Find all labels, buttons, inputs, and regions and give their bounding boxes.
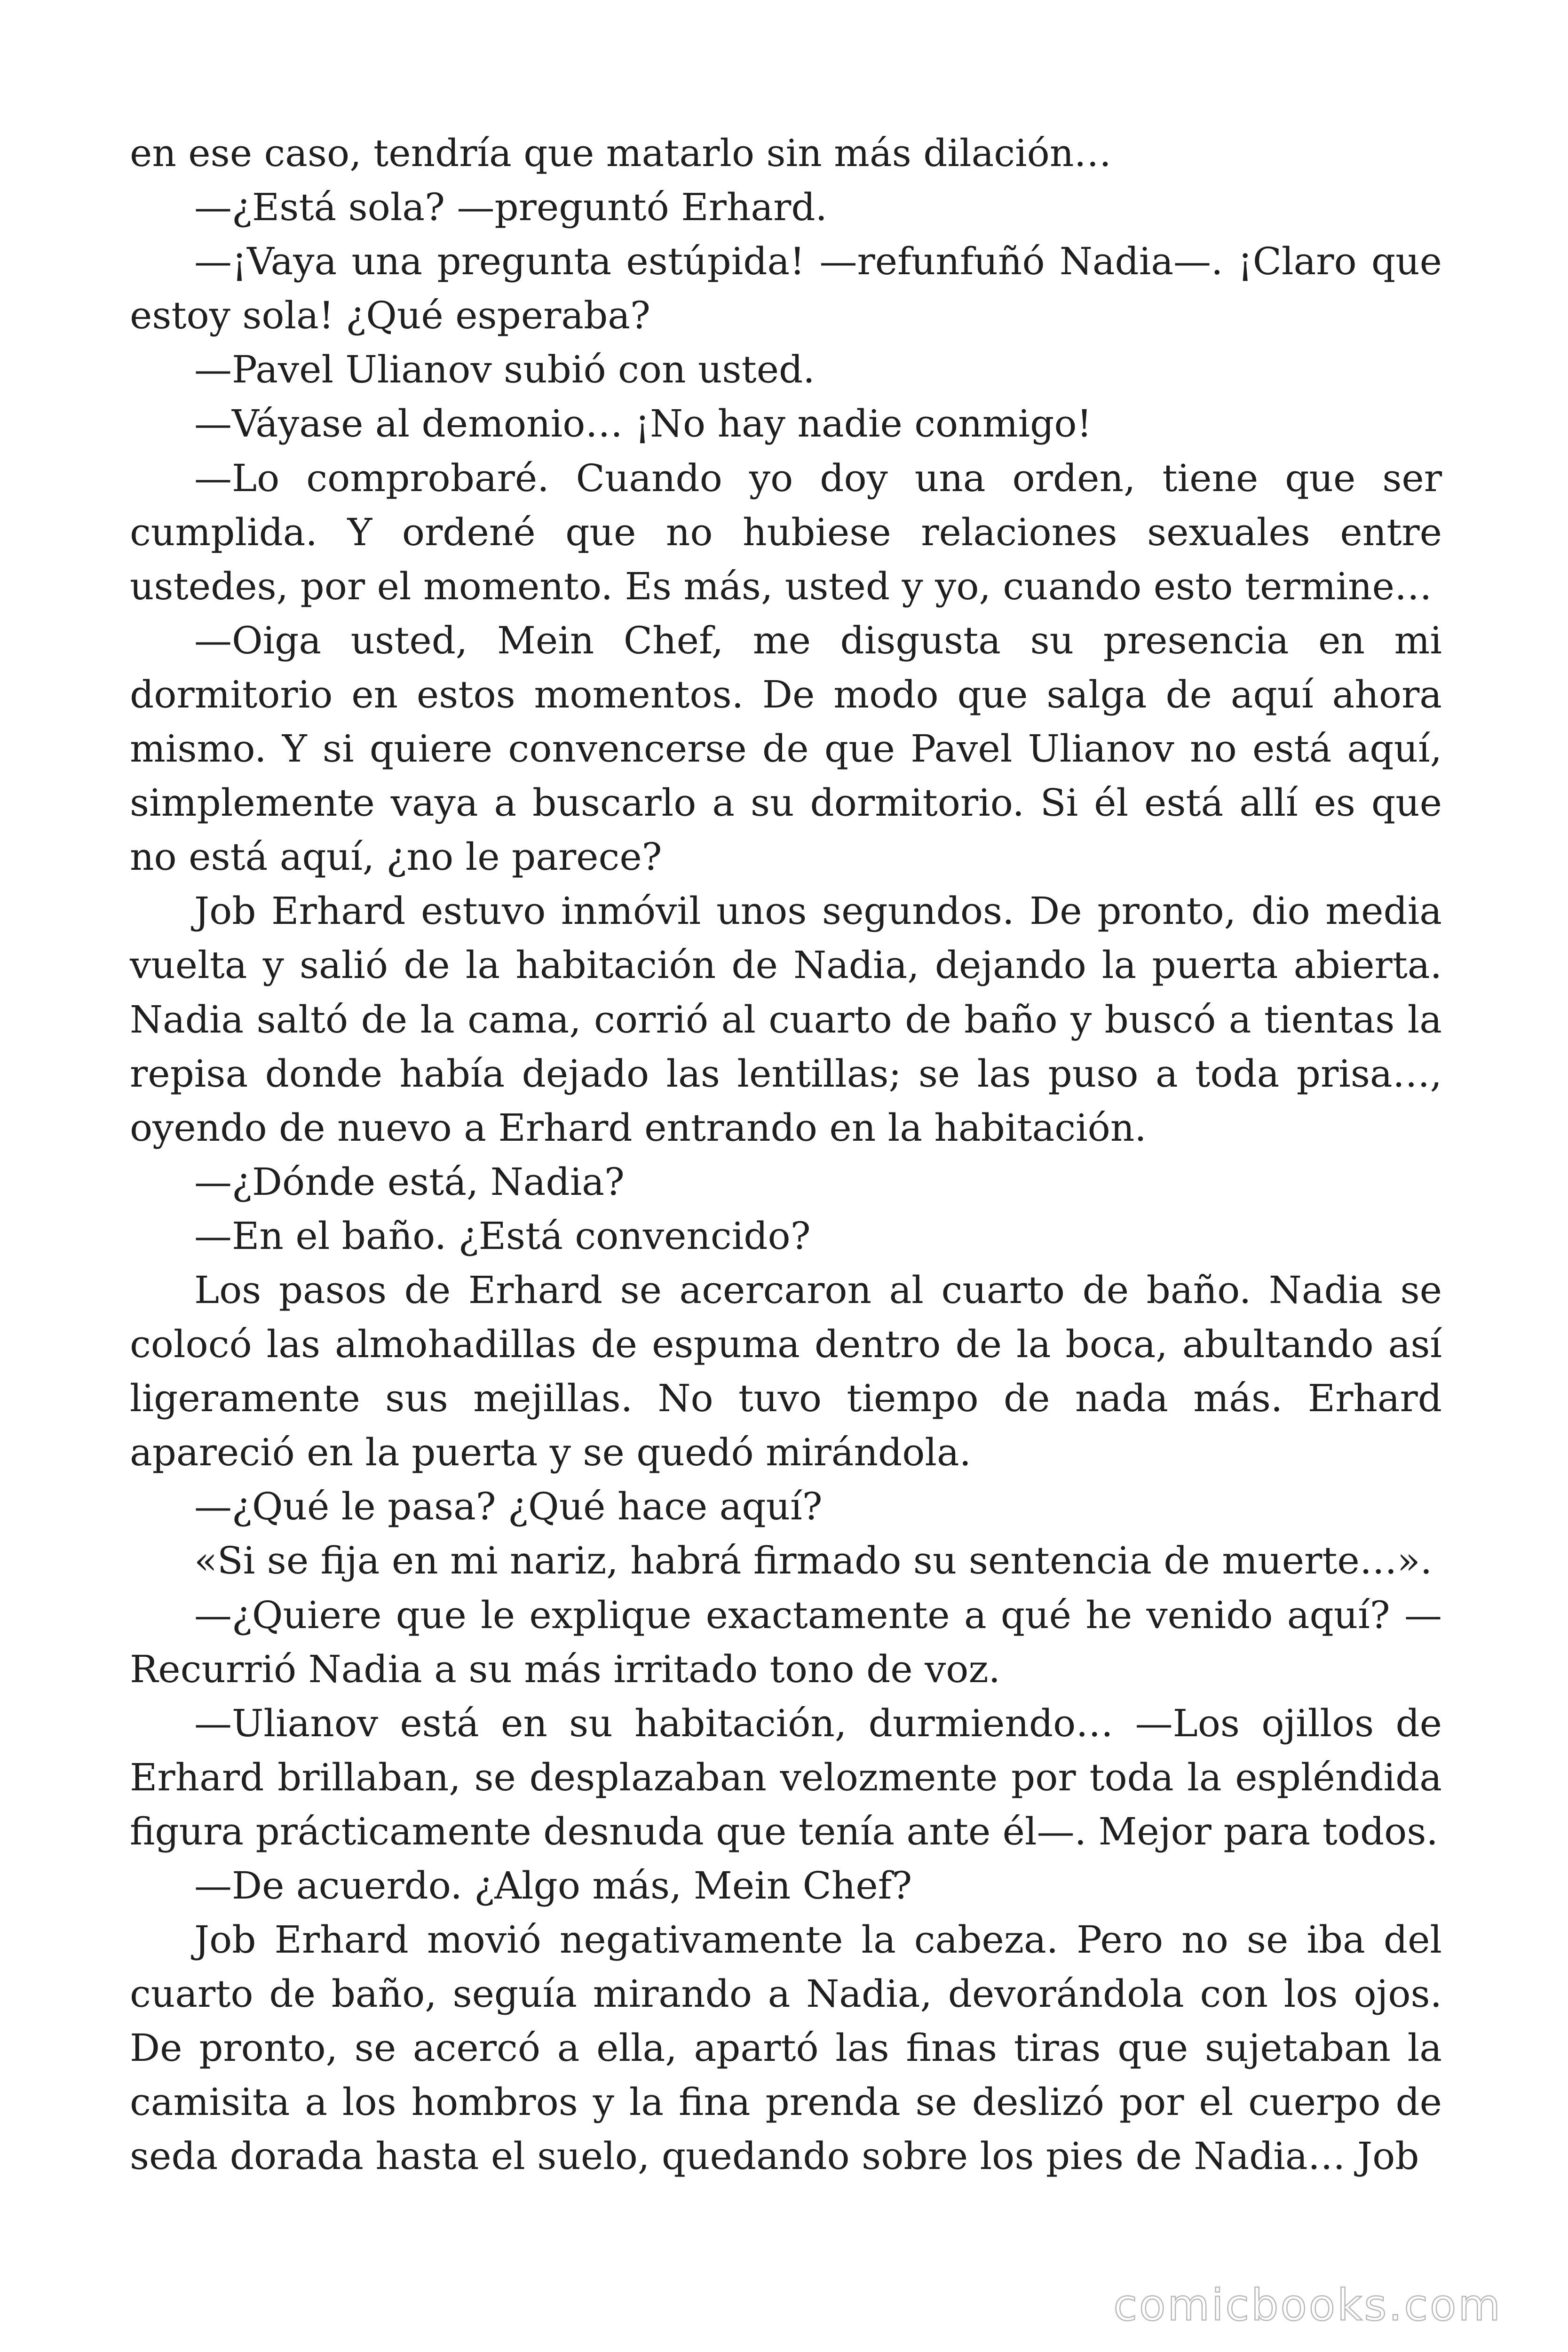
paragraph-11: Los pasos de Erhard se acercaron al cuarto de baño. Nadia se colocó las almohadillas de espuma dentro de la boca, abultando así ligeramente sus mejillas. No tuvo tiempo de nada más. Erhard apareció en la puerta y se quedó mirándola. [130, 1268, 1442, 1475]
paragraph-8: Job Erhard estuvo inmóvil unos segundos. De pronto, dio media vuelta y salió de la habitación de Nadia, dejando la puerta abierta. Nadia saltó de la cama, corrió al cuarto de baño y buscó a tientas la repisa donde había dejado las lentillas; se las puso a toda prisa…, oyendo de nuevo a Erhard entrando en la habitación. [130, 889, 1442, 1150]
paragraph-6: —Lo comprobaré. Cuando yo doy una orden, tiene que ser cumplida. Y ordené que no hubiese relaciones sexuales entre ustedes, por el momento. Es más, usted y yo, cuando esto termine… [130, 456, 1442, 608]
paragraph-3: —¡Vaya una pregunta estúpida! —refunfuñó Nadia—. ¡Claro que estoy sola! ¿Qué esperaba? [130, 239, 1442, 338]
paragraph-13: «Si se fija en mi nariz, habrá firmado su sentencia de muerte…». [194, 1539, 1433, 1583]
paragraph-17: Job Erhard movió negativamente la cabeza. Pero no se iba del cuarto de baño, seguía mirando a Nadia, devorándola con los ojos. De pronto, se acercó a ella, apartó las finas tiras que sujetaban la camisita a los hombros y la fina prenda se deslizó por el cuerpo de seda dorada hasta el suelo, quedando sobre los pies de Nadia… Job [130, 1918, 1442, 2178]
paragraph-9: —¿Dónde está, Nadia? [194, 1160, 625, 1204]
paragraph-1: en ese caso, tendría que matarlo sin más dilación… [130, 131, 1112, 175]
paragraph-5: —Váyase al demonio… ¡No hay nadie conmigo! [194, 402, 1092, 446]
paragraph-4: —Pavel Ulianov subió con usted. [194, 348, 815, 392]
paragraph-16: —De acuerdo. ¿Algo más, Mein Chef? [194, 1864, 912, 1907]
watermark: comicbooks.com [1113, 2280, 1502, 2330]
paragraph-2: —¿Está sola? —preguntó Erhard. [194, 185, 827, 230]
paragraph-7: —Oiga usted, Mein Chef, me disgusta su presencia en mi dormitorio en estos momentos. De modo que salga de aquí ahora mismo. Y si quiere convencerse de que Pavel Ulianov no está aquí, simplemente vaya a buscarlo a su dormitorio. Si él está allí es que no está aquí, ¿no le parece? [130, 618, 1442, 879]
paragraph-15: —Ulianov está en su habitación, durmiendo… —Los ojillos de Erhard brillaban, se desplazaban velozmente por toda la espléndida figura prácticamente desnuda que tenía ante él—. Mejor para todos. [130, 1701, 1442, 1853]
body-text [130, 126, 1442, 2184]
paragraph-10: —En el baño. ¿Está convencido? [194, 1214, 811, 1258]
paragraph-12: —¿Qué le pasa? ¿Qué hace aquí? [194, 1485, 823, 1529]
paragraph-14: —¿Quiere que le explique exactamente a qué he venido aquí? —Recurrió Nadia a su más irritado tono de voz. [130, 1593, 1442, 1691]
